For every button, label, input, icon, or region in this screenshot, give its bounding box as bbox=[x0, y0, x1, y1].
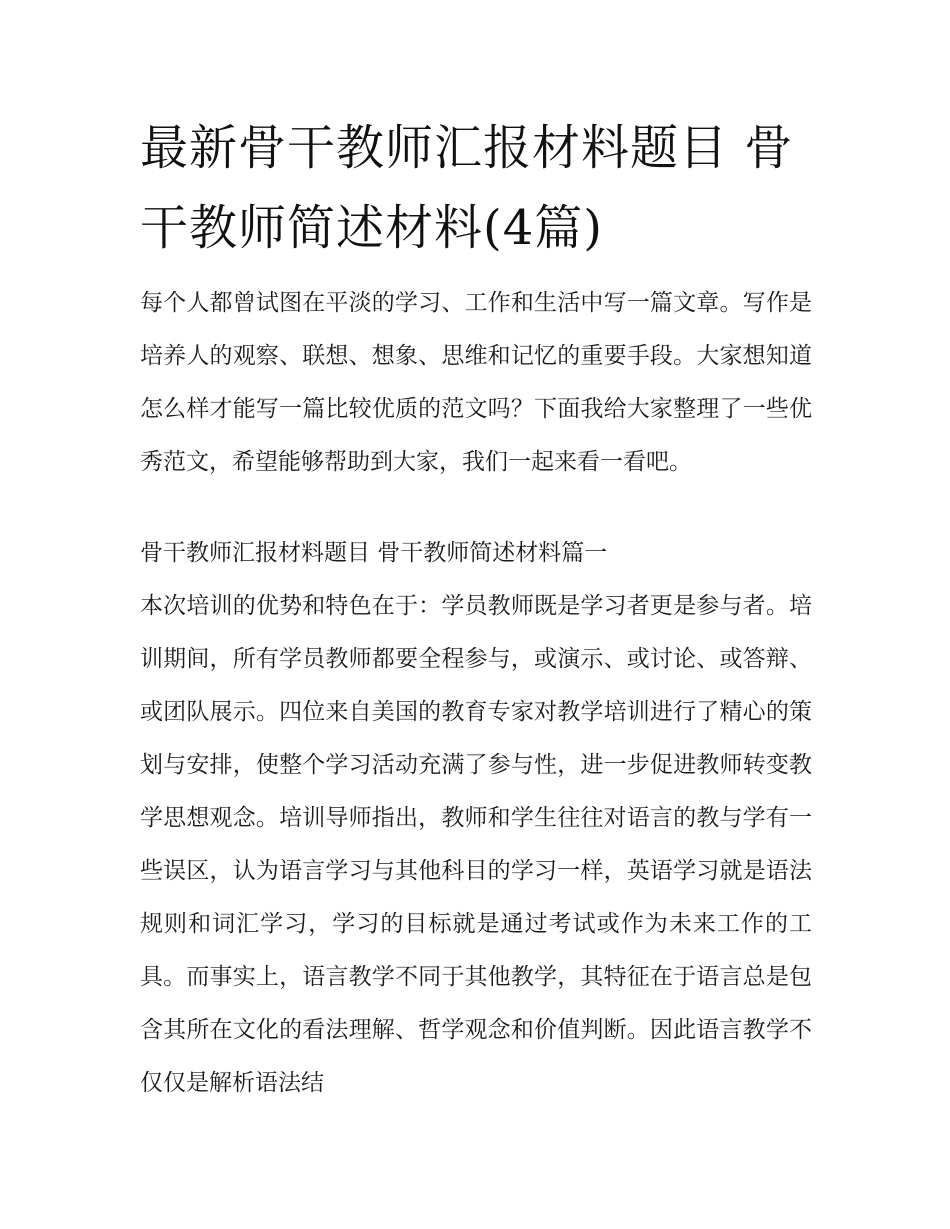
document-title: 最新骨干教师汇报材料题目 骨干教师简述材料(4篇) bbox=[140, 120, 794, 256]
intro-paragraph: 每个人都曾试图在平淡的学习、工作和生活中写一篇文章。写作是培养人的观察、联想、想象、思维和记忆的重要手段。大家想知道怎么样才能写一篇比较优质的范文吗？下面我给大家整理了一些优秀范文，希望能够帮助到大家，我们一起来看一看吧。 bbox=[140, 290, 812, 475]
section-heading: 骨干教师汇报材料题目 骨干教师简述材料篇一 bbox=[140, 540, 608, 566]
body-paragraph: 本次培训的优势和特色在于：学员教师既是学习者更是参与者。培训期间，所有学员教师都要全程参与，或演示、或讨论、或答辩、或团队展示。四位来自美国的教育专家对教学培训进行了精心的策划与安排，使整个学习活动充满了参与性，进一步促进教师转变教学思想观念。培训导师指出，教师和学生往往对语言的教与学有一些误区，认为语言学习与其他科目的学习一样，英语学习就是语法规则和词汇学习，学习的目标就是通过考试或作为未来工作的工具。而事实上，语言教学不同于其他教学，其特征在于语言总是包含其所在文化的看法理解、哲学观念和价值判断。因此语言教学不仅仅是解析语法结 bbox=[140, 593, 812, 1096]
